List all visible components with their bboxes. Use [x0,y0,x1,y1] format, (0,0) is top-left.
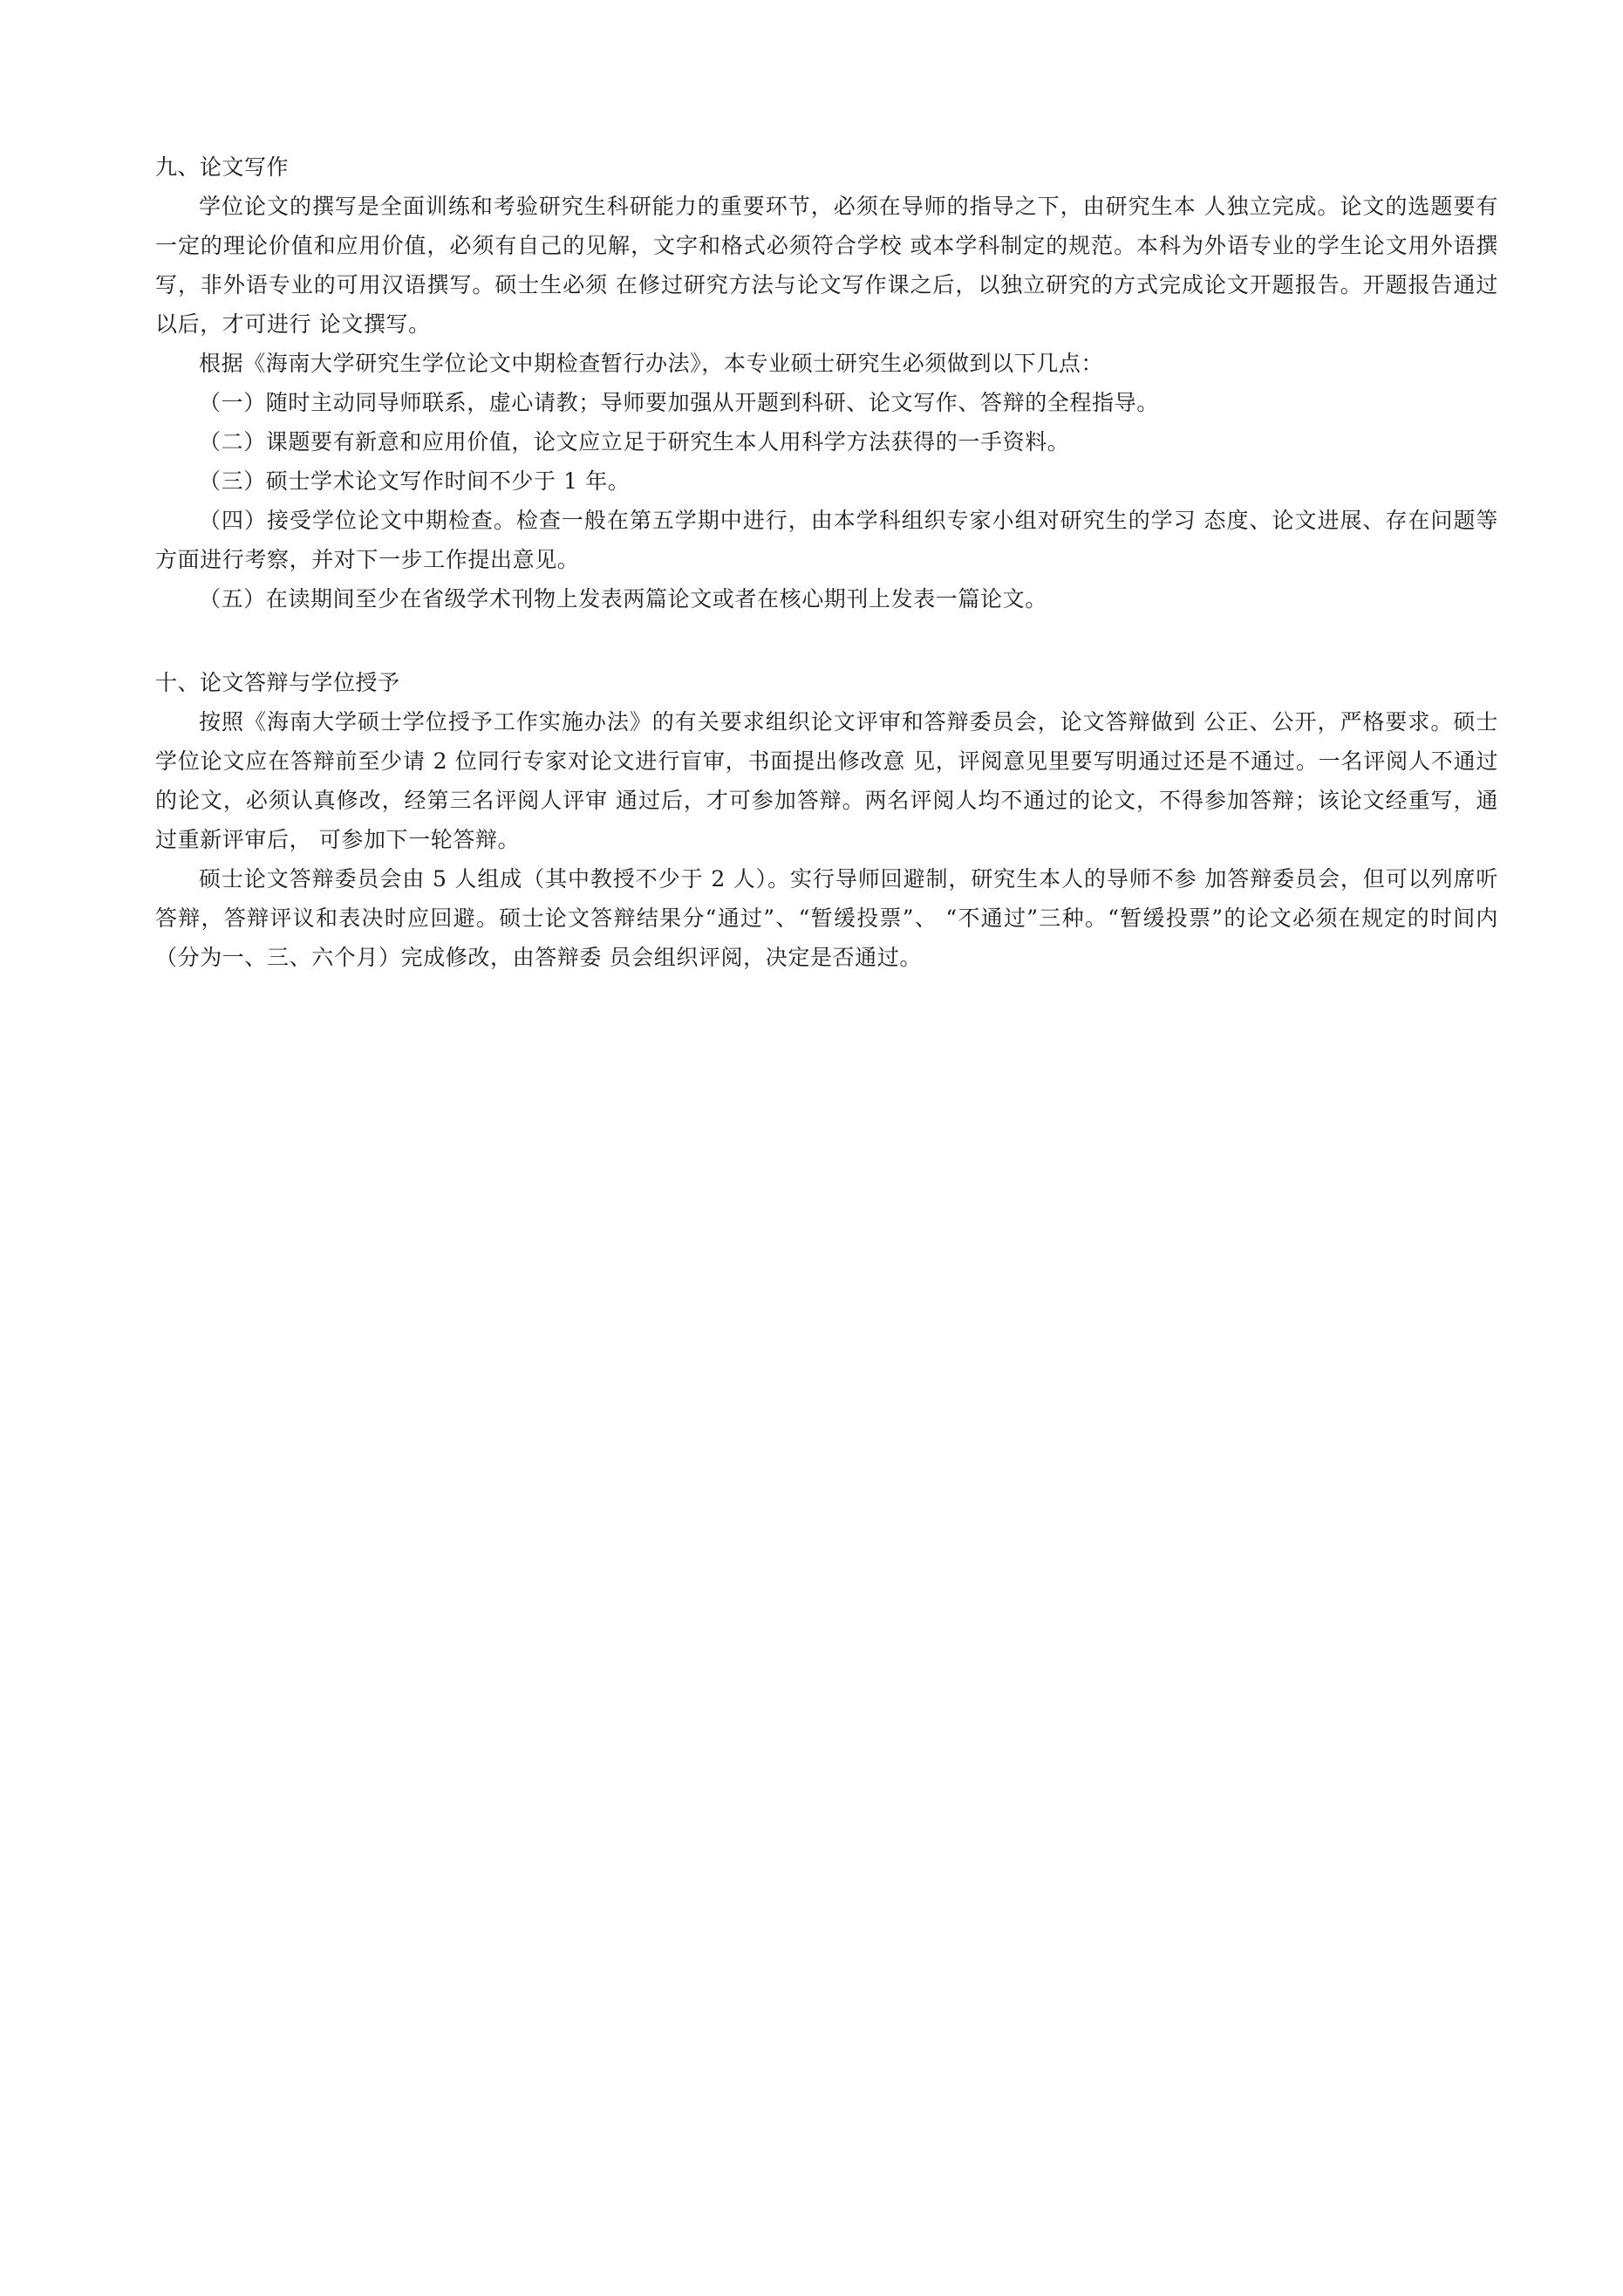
section-spacer [155,618,1498,664]
section-9-item-5: （五）在读期间至少在省级学术刊物上发表两篇论文或者在核心期刊上发表一篇论文。 [199,586,1047,612]
section-9-item-4: （四）接受学位论文中期检查。检查一般在第五学期中进行，由本学科组织专家小组对研究生的学习 态度、论文进展、存在问题等方面进行考察，并对下一步工作提出意见。 [155,508,1498,572]
section-9-item-3: （三）硕士学术论文写作时间不少于 1 年。 [199,468,631,494]
document-body [155,148,1498,977]
section-10-paragraph-1: 按照《海南大学硕士学位授予工作实施办法》的有关要求组织论文评审和答辩委员会，论文答辩做到 公正、公开，严格要求。硕士学位论文应在答辩前至少请 2 位同行专家对论文进行盲审，书面提出修改意 见，评阅意见里要写明通过还是不通过。一名评阅人不通过的论文，必须认真修改，经第三名评阅人评审 通过后，才可参加答辩。两名评阅人均不通过的论文，不得参加答辩；该论文经重写，通过重新评审后， 可参加下一轮答辩。 [155,709,1498,852]
section-9-heading: 九、论文写作 [155,154,290,180]
section-9-item-2: （二）课题要有新意和应用价值，论文应立足于研究生本人用科学方法获得的一手资料。 [199,429,1070,454]
section-9-item-1: （一）随时主动同导师联系，虚心请教；导师要加强从开题到科研、论文写作、答辩的全程指导。 [199,390,1159,415]
section-10-heading: 十、论文答辩与学位授予 [155,670,400,695]
section-9-paragraph-1: 学位论文的撰写是全面训练和考验研究生科研能力的重要环节，必须在导师的指导之下，由研究生本 人独立完成。论文的选题要有一定的理论价值和应用价值，必须有自己的见解，文字和格式必须符合学校 或本学科制定的规范。本科为外语专业的学生论文用外语撰写，非外语专业的可用汉语撰写。硕士生必须 在修过研究方法与论文写作课之后，以独立研究的方式完成论文开题报告。开题报告通过以后，才可进行 论文撰写。 [155,194,1498,337]
section-9-paragraph-2: 根据《海南大学研究生学位论文中期检查暂行办法》，本专业硕士研究生必须做到以下几点： [199,351,1104,376]
section-10-paragraph-2: 硕士论文答辩委员会由 5 人组成（其中教授不少于 2 人）。实行导师回避制，研究生本人的导师不参 加答辩委员会，但可以列席听答辩，答辩评议和表决时应回避。硕士论文答辩结果分“通过”、“暂缓投票”、 “不通过”三种。“暂缓投票”的论文必须在规定的时间内（分为一、三、六个月）完成修改，由答辩委 员会组织评阅，决定是否通过。 [155,866,1498,970]
